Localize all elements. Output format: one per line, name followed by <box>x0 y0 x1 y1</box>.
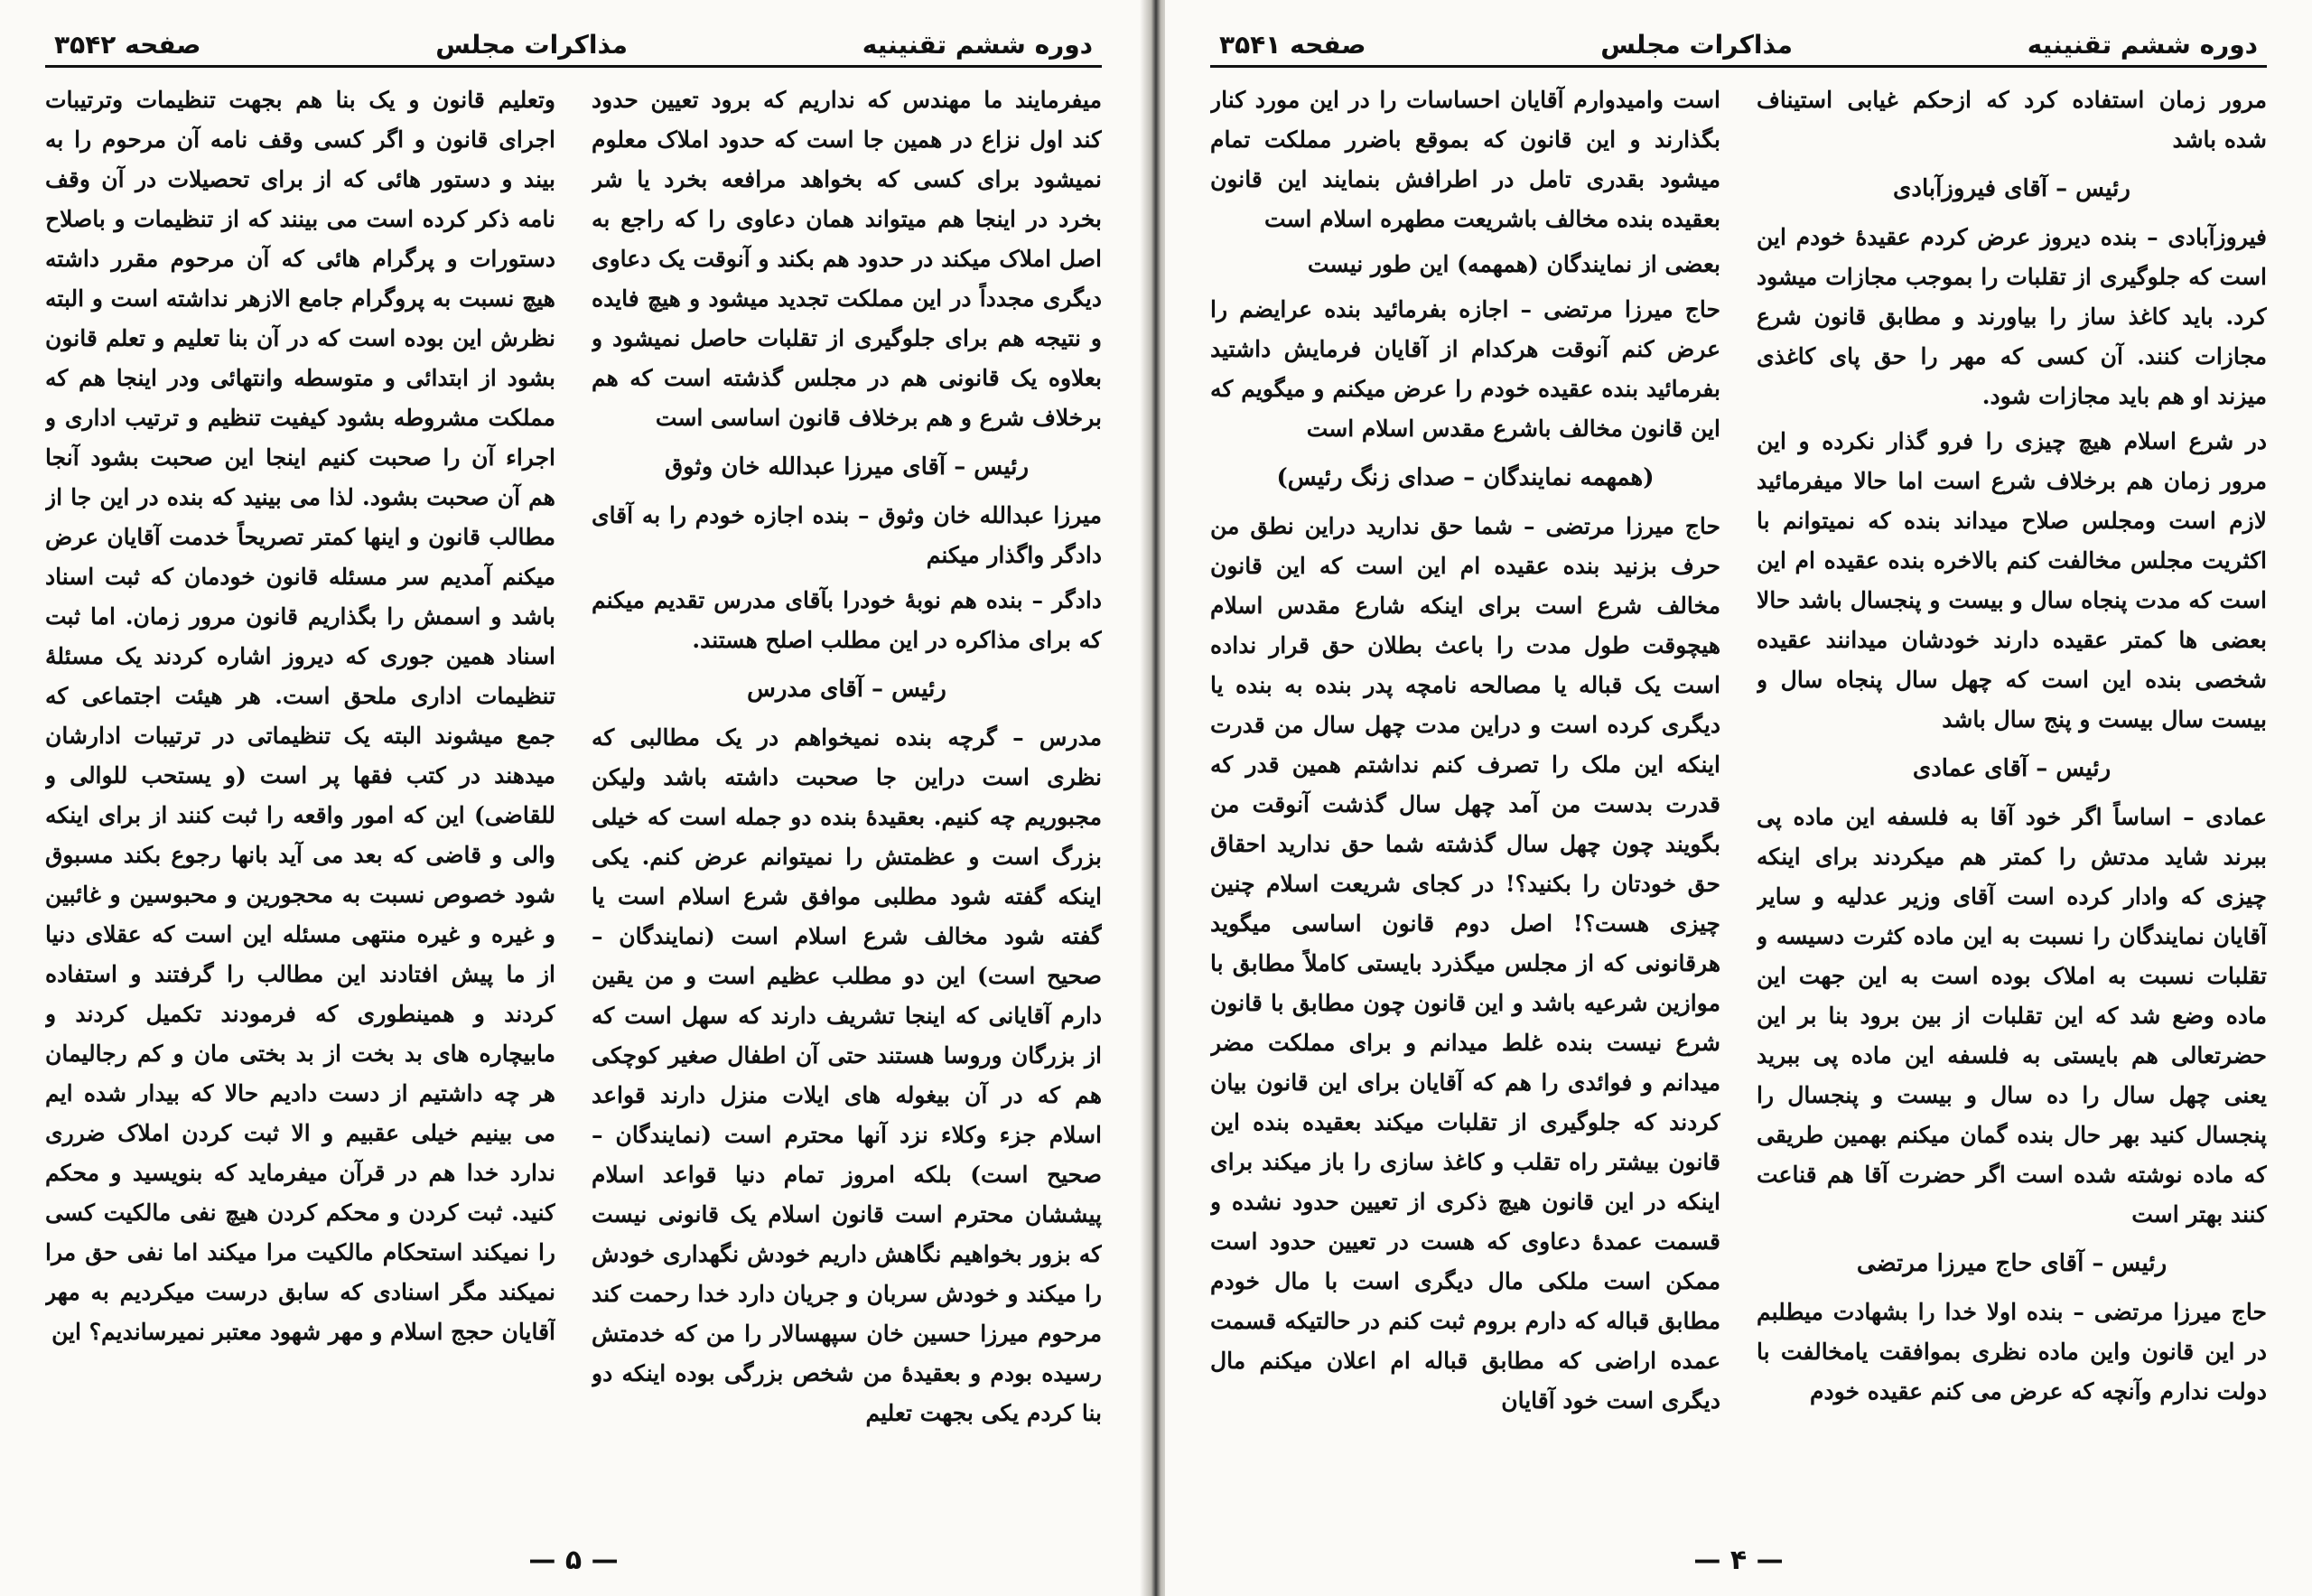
paragraph: وتعلیم قانون و یک بنا هم بجهت تنظیمات وترتیبات اجرای قانون و اگر کسی وقف نامه آن مرحوم را به بیند و دستور هائی که از برای تحصیلات در آن وقف نامه ذکر کرده است می بینند که از تنظیمات و باصلاح دستورات و پرگرام هائی که آن مرحوم مقرر داشته هیچ نسبت به پروگرام جامع الازهر نداشته است و البته نظرش این بوده است که در آن بنا تعلیم و تعلم قانون بشود از ابتدائی و متوسطه وانتهائی ودر اینجا هم که مملکت مشروطه بشود کیفیت تنظیم و ترتیب اداری و اجراء آن را صحبت کنیم اینجا این صحبت بشود آنجا هم آن صحبت بشود. لذا می بینید که بنده در این جا از مطالب قانون و اینها کمتر تصریحاً خدمت آقایان عرض میکنم آمدیم سر مسئله قانون خودمان که ثبت اسناد باشد و اسمش را بگذاریم قانون مرور زمان. اما ثبت اسناد همین جوری که دیروز اشاره کردند یک مسئلهٔ تنظیمات اداری ملحق است. هر هیئت اجتماعی که جمع میشوند البته یک تنظیماتی در ترتیبات ادارشان میدهند در کتب فقها پر است (و یستحب للوالی و للقاضی) این که امور واقعه را ثبت کنند از برای اینکه والی و قاضی که بعد می آید بانها رجوع بکند مسبوق شود خصوص نسبت به محجورین و محبوسین و غائبین و غیره و غیره منتهی مسئله این است که عقلای دنیا از ما پیش افتادند این مطالب را گرفتند و استفاده کردند و همینطوری که فرمودند تکمیل کردند و مابیچاره های بد بخت از بد بختی مان و کم رجالیمان هر چه داشتیم از دست دادیم حالا که بیدار شده ایم می بینیم خیلی عقبیم و الا ثبت کردن املاک ضرری ندارد خدا هم در قرآن میفرماید که بنویسید و محکم کنید. ثبت کردن و محکم کردن هیچ نفی مالکیت کسی را نمیکند استحکام مالکیت مرا میکند اما نفی حق مرا نمیکند مگر اسنادی که سابق درست میکردیم به مهر آقایان حجج اسلام و مهر شهود معتبر نمیرساندیم؟ این <box>45 87 555 1345</box>
speaker-heading: رئیس – آقای میرزا عبدالله خان وثوق <box>664 453 1030 481</box>
page-right <box>1165 0 2312 1596</box>
speaker-heading: (همهمه نمایندگان – صدای زنگ رئیس) <box>1276 464 1655 491</box>
paragraph: عمادی – اساساً اگر خود آقا به فلسفه این ماده پی ببرند شاید مدتش را کمتر هم میکردند برای اینکه چیزی که وادار کرده است آقای وزیر عدلیه و سایر آقایان نمایندگان را نسبت به این ماده کثرت دسیسه و تقلبات نسبت به املاک بوده است به این جهت این ماده وضع شد که این تقلبات از بین برود بنا بر این حضرتعالی هم بایستی به فلسفه این ماده پی ببرید یعنی چهل سال را ده سال و بیست و پنجسال را پنجسال کنید بهر حال بنده گمان میکنم بهمین طریقی که ماده نوشته شده است اگر حضرت آقا هم قناعت کنند بهتر است <box>1757 804 2267 1227</box>
header-left: صفحه ۳۵۴۲ <box>54 30 201 60</box>
paragraph: مدرس – گرچه بنده نمیخواهم در یک مطالبی که نظری است دراین جا صحبت داشته باشد ولیکن مجبوریم چه کنیم. بعقیدهٔ بنده دو جمله است که خیلی بزرگ است و عظمتش را نمیتوانم عرض کنم. یکی اینکه گفته شود مطلبی موافق شرع اسلام است یا گفته شود مخالف شرع اسلام است (نمایندگان – صحیح است) این دو مطلب عظیم است و من یقین دارم آقایانی که اینجا تشریف دارند که سهل است که از بزرگان وروسا هستند حتی آن اطفال صغیر کوچکی هم که در آن بیغوله های ایلات منزل دارند قواعد اسلام جزء وکلاء نزد آنها محترم است (نمایندگان – صحیح است) بلکه امروز تمام دنیا قواعد اسلام پیششان محترم است قانون اسلام یک قانونی نیست که بزور بخواهیم نگاهش داریم خودش نگهداری خودش را میکند و خودش سربان و جریان دارد خدا رحمت کند مرحوم میرزا حسین خان سپهسالار را من که خدمتش رسیده بودم و بعقیدهٔ من شخص بزرگی بوده اینکه دو بنا کردم یکی بجهت تعلیم <box>592 724 1102 1426</box>
column-right <box>1757 80 2267 1489</box>
paragraph: میرزا عبدالله خان وثوق – بنده اجازه خودم را به آقای دادگر واگذار میکنم <box>592 502 1102 568</box>
paragraph: میفرمایند ما مهندس که نداریم که برود تعیین حدود کند اول نزاع در همین جا است که حدود املاک معلوم نمیشود برای کسی که بخواهد مرافعه بخرد یا شر بخرد در اینجا هم میتواند همان دعاوی را که راجع به اصل املاک میکند در حدود هم بکند و آنوقت یک دعاوی دیگری مجدداً در این مملکت تجدید میشود و هیچ فایده و نتیجه هم برای جلوگیری از تقلبات حاصل نمیشود و بعلاوه یک قانونی هم در مجلس گذشته است که هم برخلاف شرع و هم برخلاف قانون اساسی است <box>592 87 1102 431</box>
header-right: دوره ششم تقنینیه <box>862 30 1093 60</box>
page-folio: — ۵ — <box>528 1545 619 1576</box>
header-rule <box>45 65 1102 68</box>
page-folio: — ۴ — <box>1693 1545 1784 1576</box>
speaker-heading: رئیس – آقای حاج میرزا مرتضی <box>1856 1250 2168 1277</box>
speaker-heading: رئیس – آقای مدرس <box>747 676 946 703</box>
paragraph: است وامیدوارم آقایان احساسات را در این مورد کنار بگذارند و این قانون که بموقع باضرر مملکت تمام میشود بقدری تامل در اطرافش بنمایند این قانون بعقیده بنده مخالف باشریعت مطهره اسلام است <box>1210 87 1720 232</box>
speaker-heading: رئیس – آقای فیروزآبادی <box>1893 175 2130 202</box>
header-left: صفحه ۳۵۴۱ <box>1219 30 1366 60</box>
paragraph: مرور زمان استفاده کرد که ازحکم غیابی استیناف شده باشد <box>1757 87 2267 153</box>
column-left <box>1210 80 1720 1489</box>
page-left <box>0 0 1147 1596</box>
paragraph: حاج میرزا مرتضی – بنده اولا خدا را بشهادت میطلبم در این قانون واین ماده نظری بموافقت یامخالفت با دولت ندارم وآنچه که عرض می کنم عقیده خودم <box>1757 1299 2267 1405</box>
header-center: مذاکرات مجلس <box>1600 30 1794 60</box>
column-left <box>45 80 555 1489</box>
header-right: دوره ششم تقنینیه <box>2027 30 2258 60</box>
paragraph: حاج میرزا مرتضی – اجازه بفرمائید بنده عرایضم را عرض کنم آنوقت هرکدام از آقایان فرمایش داشتید بفرمائید بنده عقیده خودم را عرض میکنم و میگویم که این قانون مخالف باشرع مقدس اسلام است <box>1210 296 1720 442</box>
page-header <box>45 27 1102 60</box>
column-right <box>592 80 1102 1489</box>
paragraph: حاج میرزا مرتضی – شما حق ندارید دراین نطق من حرف بزنید بنده عقیده ام این است که این قانون مخالف شرع است برای اینکه شارع مقدس اسلام هیچوقت طول مدت را باعث بطلان حق قرار نداده است یک قباله یا مصالحه نامچه پدر بنده به بنده یا دیگری کرده است و دراین مدت چهل سال من قدرت اینکه این ملک را تصرف کنم نداشتم همین قدر که قدرت بدست من آمد چهل سال گذشت آنوقت من بگویند چون چهل سال گذشته شما حق ندارید احقاق حق خودتان را بکنید؟! در کجای شریعت اسلام چنین چیزی هست؟! اصل دوم قانون اساسی میگوید هرقانونی که از مجلس میگذرد بایستی کاملاً مطابق با موازین شرعیه باشد و این قانون چون مطابق با قانون شرع نیست بنده غلط میدانم و برای مملکت مضر میدانم و فوائدی را هم که آقایان برای این قانون بیان کردند که جلوگیری از تقلبات میکند بعقیده بنده این قانون بیشتر راه تقلب و کاغذ سازی را باز میکند برای اینکه در این قانون هیچ ذکری از تعیین حدود نشده و قسمت عمدهٔ دعاوی که هست در تعیین حدود است ممکن است ملکی مال دیگری است با مال خودم مطابق قباله که دارم بروم ثبت کنم در حالتیکه قسمت عمده اراضی که مطابق قباله ام اعلان میکنم مال دیگری است خود آقایان <box>1210 513 1720 1414</box>
paragraph: بعضی از نمایندگان (همهمه) این طور نیست <box>1307 251 1720 277</box>
paragraph: دادگر – بنده هم نوبهٔ خودرا بآقای مدرس تقدیم میکنم که برای مذاکره در این مطلب اصلح هستند. <box>592 587 1102 653</box>
paragraph: در شرع اسلام هیچ چیزی را فرو گذار نکرده و این مرور زمان هم برخلاف شرع است اما حالا میفرمائید لازم است ومجلس صلاح میداند بنده که نمیتوانم با اکثریت مجلس مخالفت کنم بالاخره بنده عقیده ام این است که مدت پنجاه سال و بیست و پنجسال باشد حالا بعضی ها کمتر عقیده دارند خودشان میدانند عقیده شخصی بنده این است که چهل سال پنجاه سال و بیست سال بیست و پنج سال باشد <box>1757 428 2267 733</box>
header-center: مذاکرات مجلس <box>435 30 629 60</box>
speaker-heading: رئیس – آقای عمادی <box>1912 755 2112 782</box>
header-rule <box>1210 65 2267 68</box>
paragraph: فیروزآبادی – بنده دیروز عرض کردم عقیدهٔ خودم این است که جلوگیری از تقلبات را بموجب مجازات میشود کرد. باید کاغذ ساز را بیاورند و مطابق قانون شرع مجازات کنند. آن کسی که مهر را حق پای کاغذی میزند او هم باید مجازات شود. <box>1757 224 2267 409</box>
page-header <box>1210 27 2267 60</box>
